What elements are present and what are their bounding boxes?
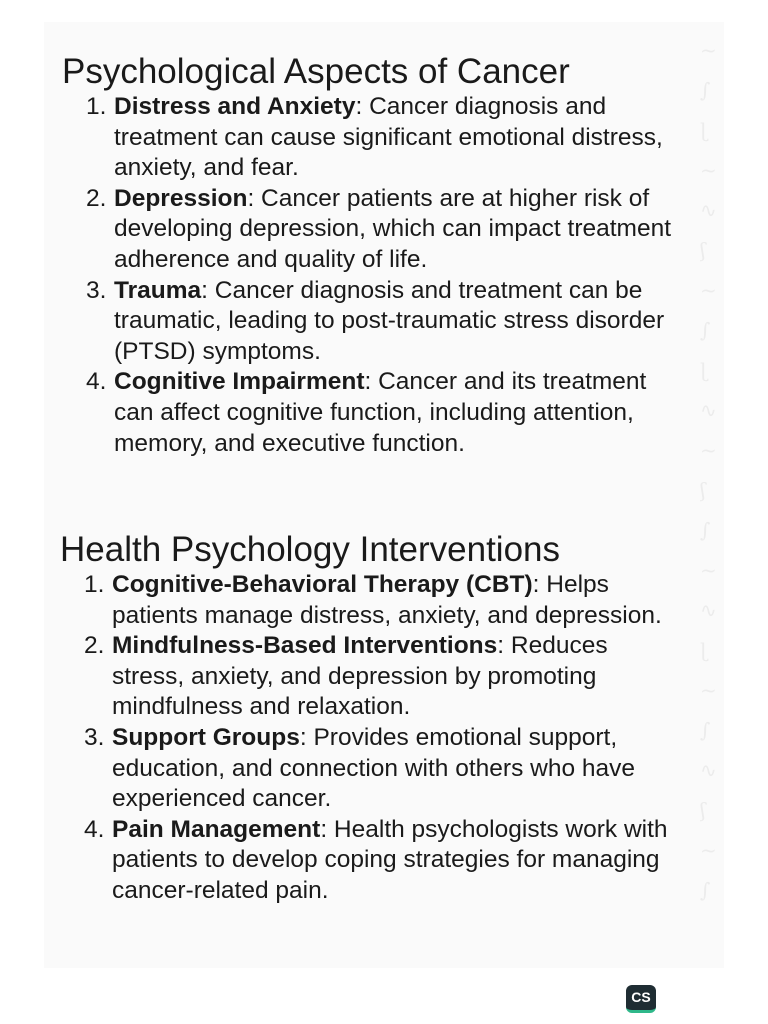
- list-item-number: 4.: [84, 815, 105, 843]
- list-item-number: 4.: [86, 368, 107, 396]
- bleed-through-marks: ~ ∫ ɭ ~ ∿ ʃ ~ ∫ ɭ ∿ ~ ʃ ∫ ~ ∿ ɭ ~ ∫ ∿ ʃ ~ ∫: [700, 38, 717, 902]
- list-item-term: Depression: [114, 184, 248, 212]
- list-item-term: Pain Management: [112, 815, 321, 843]
- section-title-psychological-aspects: Psychological Aspects of Cancer: [62, 52, 570, 91]
- list-item: [84, 631, 684, 723]
- list-item-number: 2.: [84, 632, 105, 660]
- list-item-term: Mindfulness-Based Interventions: [112, 632, 498, 660]
- section-title-health-psychology-interventions: Health Psychology Interventions: [60, 530, 560, 569]
- list-item-text: : Helps patients manage distress, anxiety, and depression.: [112, 571, 662, 629]
- list-item: [84, 570, 684, 631]
- list-item-number: 2.: [86, 184, 107, 212]
- list-item-term: Trauma: [114, 276, 202, 304]
- list-item-text: : Cancer patients are at higher risk of developing depression, which can impact treatment adherence and quality of life.: [114, 184, 672, 273]
- psychological-aspects-list: [86, 92, 686, 459]
- interventions-list: [84, 570, 684, 907]
- list-item-text: : Cancer and its treatment can affect cognitive function, including attention, memory, and executive function.: [114, 368, 647, 457]
- list-item-text: : Health psychologists work with patients to develop coping strategies for managing cancer-related pain.: [112, 815, 668, 904]
- list-item-number: 3.: [86, 276, 107, 304]
- list-item-term: Support Groups: [112, 723, 300, 751]
- list-item-number: 1.: [84, 571, 105, 598]
- list-item-term: Distress and Anxiety: [114, 93, 356, 120]
- list-item: [86, 92, 686, 184]
- list-item: [86, 367, 686, 459]
- list-item: [84, 723, 684, 815]
- list-item-number: 1.: [86, 93, 107, 120]
- list-item-term: Cognitive-Behavioral Therapy (CBT): [112, 571, 533, 598]
- camscanner-logo-icon: CS: [626, 985, 656, 1013]
- list-item-text: : Cancer diagnosis and treatment can be traumatic, leading to post-traumatic stress disorder (PTSD) symptoms.: [114, 276, 665, 365]
- list-item-term: Cognitive Impairment: [114, 368, 365, 396]
- list-item-text: : Provides emotional support, education, and connection with others who have experienced cancer.: [112, 723, 636, 813]
- list-item-text: : Cancer diagnosis and treatment can cause significant emotional distress, anxiety, and fear.: [114, 93, 663, 182]
- list-item-number: 3.: [84, 723, 105, 751]
- list-item: [84, 815, 684, 907]
- list-item: [86, 276, 686, 368]
- list-item-text: : Reduces stress, anxiety, and depression by promoting mindfulness and relaxation.: [112, 632, 608, 721]
- list-item: [86, 184, 686, 276]
